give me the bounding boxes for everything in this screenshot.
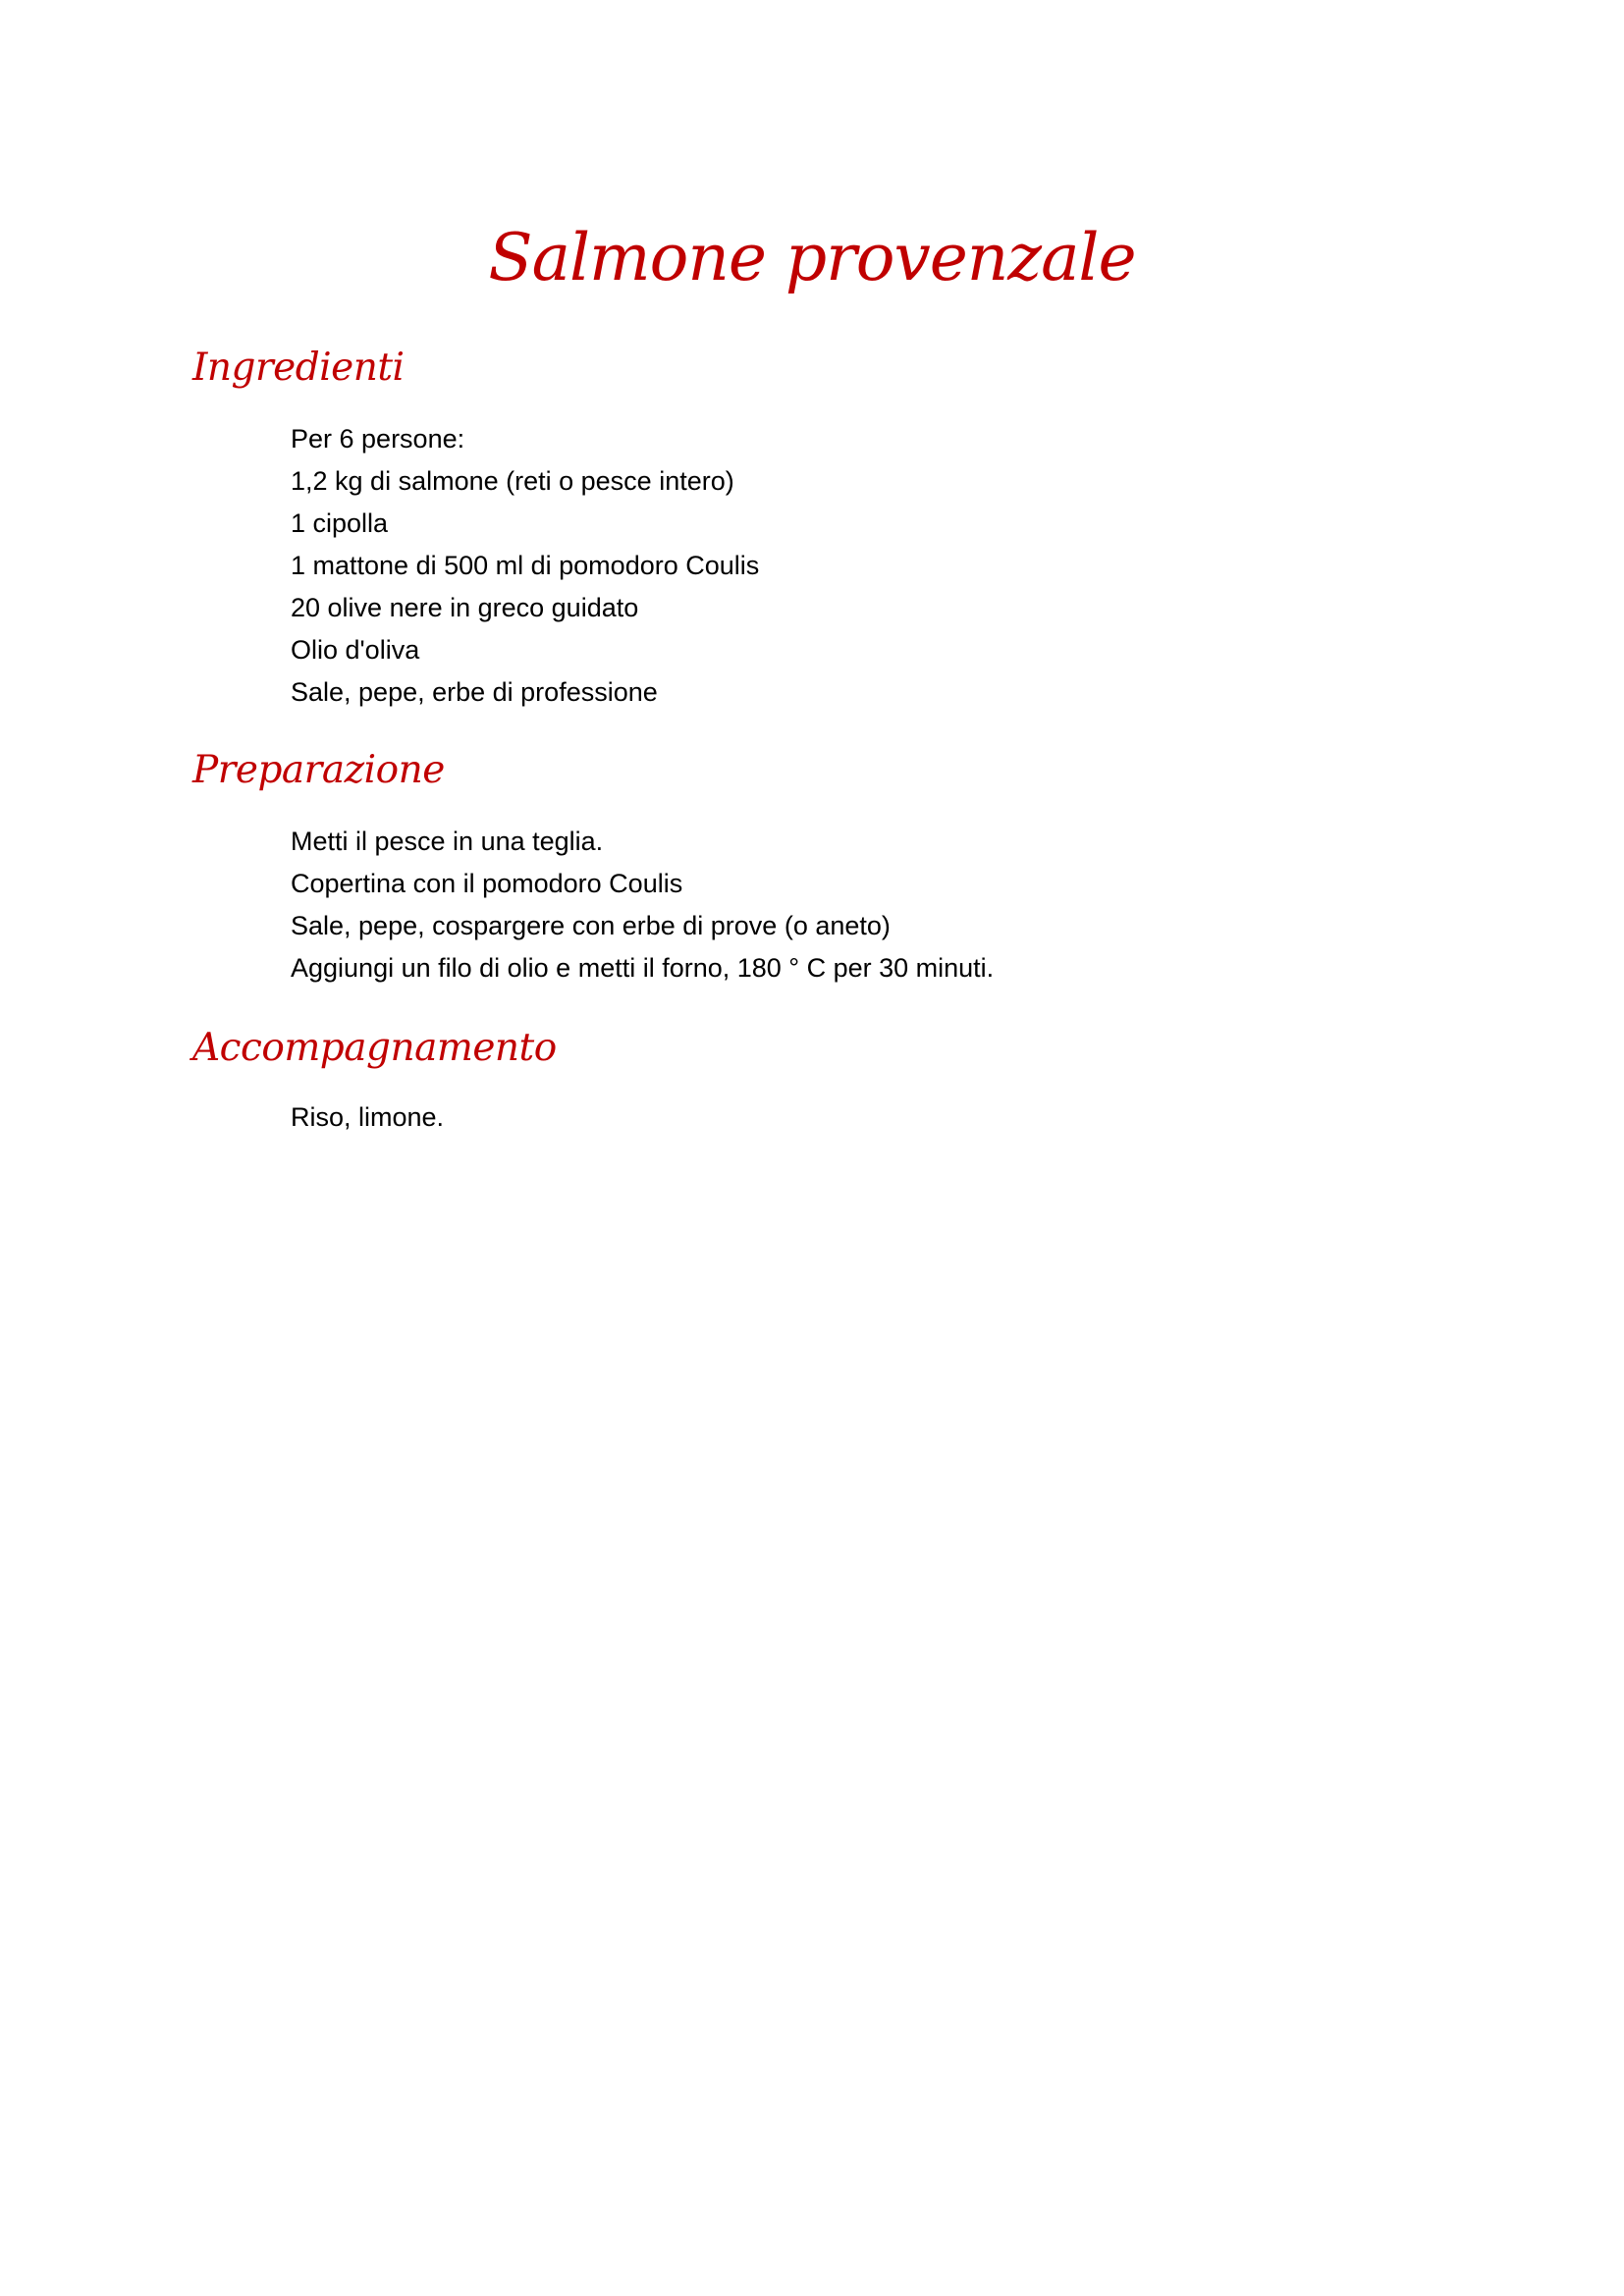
preparation-step: Metti il pesce in una teglia. <box>291 827 604 856</box>
ingredient-line: 1,2 kg di salmone (reti o pesce intero) <box>291 466 734 496</box>
preparation-step: Sale, pepe, cospargere con erbe di prove (o aneto) <box>291 911 891 940</box>
accompaniment-list <box>291 1096 444 1139</box>
page-title: Salmone provenzale <box>488 220 1136 295</box>
preparation-step: Aggiungi un filo di olio e metti il forno, 180 ° C per 30 minuti. <box>291 953 995 983</box>
ingredient-line: 1 cipolla <box>291 508 389 538</box>
ingredient-line: 20 olive nere in greco guidato <box>291 593 639 622</box>
preparation-step: Copertina con il pomodoro Coulis <box>291 869 683 898</box>
section-heading-preparazione: Preparazione <box>192 748 445 792</box>
accompaniment-line: Riso, limone. <box>291 1102 445 1132</box>
ingredient-line: Olio d'oliva <box>291 635 420 665</box>
section-heading-ingredienti: Ingredienti <box>192 346 405 390</box>
ingredient-line: Sale, pepe, erbe di professione <box>291 677 658 707</box>
ingredient-line: Per 6 persone: <box>291 424 465 454</box>
ingredients-list <box>291 418 759 714</box>
ingredient-line: 1 mattone di 500 ml di pomodoro Coulis <box>291 551 760 580</box>
preparation-steps-list <box>291 821 994 989</box>
section-heading-accompagnamento: Accompagnamento <box>192 1026 557 1070</box>
